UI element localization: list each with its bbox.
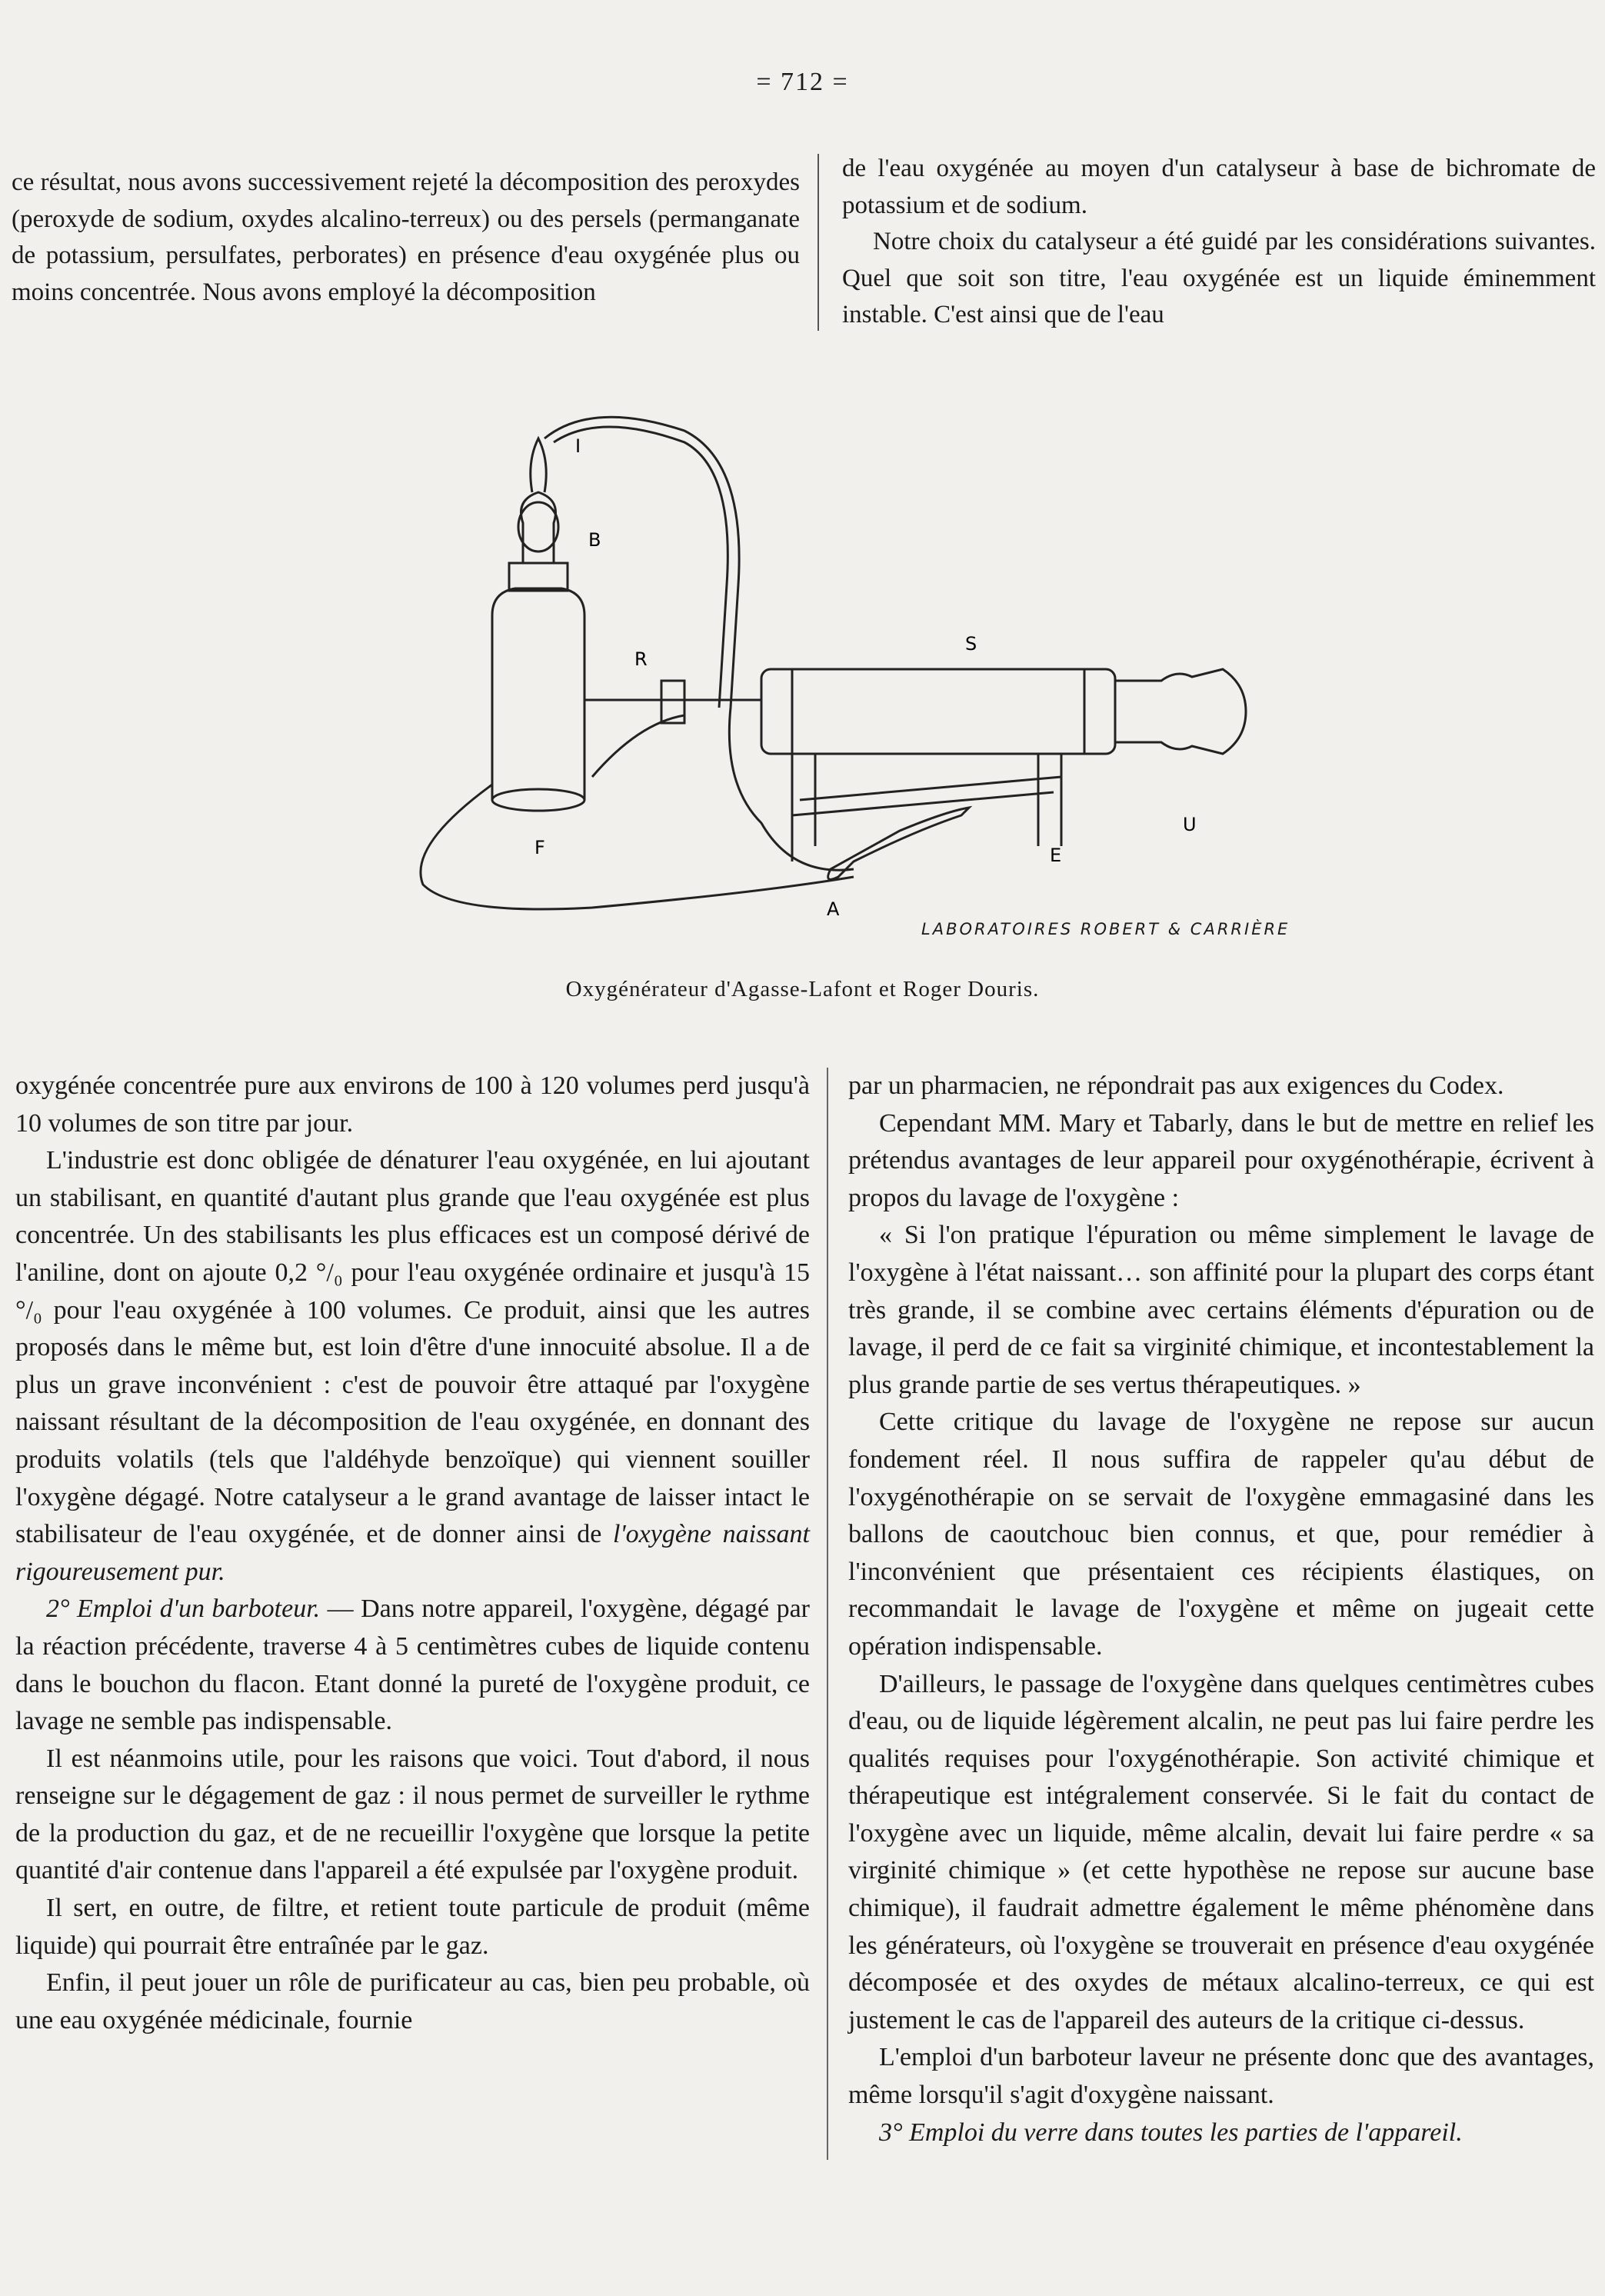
apparatus-figure: [361, 385, 1323, 946]
paragraph: L'emploi d'un barboteur laveur ne présente donc que des avantages, même lorsqu'il s'agit d'oxygène naissant.: [848, 2043, 1594, 2110]
column-divider: [817, 154, 819, 331]
top-right-column: [842, 151, 1596, 334]
paragraph: ce résultat, nous avons successivement rejeté la décomposition des peroxydes (peroxyde de sodium, oxydes alcalino-terreux) ou des persels (permanganate de potassium, persulfates, perborates) en présence d'eau oxygénée plus ou moins concentrée. Nous avons employé la décomposition: [12, 168, 800, 306]
paragraph: Cependant MM. Mary et Tabarly, dans le but de mettre en relief les prétendus avantages de leur appareil pour oxygénothérapie, écrivent à propos du lavage de l'oxygène :: [848, 1108, 1594, 1212]
figure-label: S: [965, 633, 977, 655]
figure-credit: LABORATOIRES ROBERT & CARRIÈRE: [921, 920, 1290, 938]
paragraph-text: L'industrie est donc obligée de dénaturer l'eau oxygénée, en lui ajoutant un stabilisant, en quantité d'autant plus grande que l'eau oxygénée est plus concentrée. Un des stabilisants les plus efficaces est un composé dérivé de l'aniline, dont on ajoute 0,2 °/₀ pour l'eau oxygénée ordinaire et jusqu'à 15 °/₀ pour l'eau oxygénée à 100 volumes. Ce produit, ainsi que les autres proposés dans le même but, est loin d'être d'une innocuité absolue. Il a de plus un grave inconvénient : c'est de pouvoir être attaqué par l'oxygène naissant résultant de la décomposition de l'eau oxygénée, en donnant des produits volatils (tels que l'aldéhyde benzoïque) qui viennent souiller l'oxygène dégagé. Notre catalyseur a le grand avantage de laisser intact le stabilisateur de l'eau oxygénée, et de donner ainsi de: [15, 1146, 810, 1549]
paragraph: Enfin, il peut jouer un rôle de purificateur au cas, bien peu probable, où une eau oxygénée médicinale, fournie: [15, 1968, 810, 2034]
quotation: « Si l'on pratique l'épuration ou même simplement le lavage de l'oxygène à l'état naissant… son affinité pour la plupart des corps étant très grande, il se combine avec certains éléments d'épuration ou de lavage, il perd de ce fait sa virginité chimique, et incontestablement la plus grande partie de ses vertus thérapeutiques. »: [848, 1221, 1594, 1399]
figure-label: R: [634, 648, 648, 670]
paragraph: Il sert, en outre, de filtre, et retient toute particule de produit (même liquide) qui pourrait être entraînée par le gaz.: [15, 1894, 810, 1960]
paragraph: Il est néanmoins utile, pour les raisons que voici. Tout d'abord, il nous renseigne sur le dégagement de gaz : il nous permet de surveiller le rythme de la production du gaz, et de ne recueillir l'oxygène que lorsque la petite quantité d'air contenue dans l'appareil a été expulsée par l'oxygène produit.: [15, 1744, 810, 1885]
section-lead: 2° Emploi d'un barboteur.: [46, 1595, 321, 1624]
column-divider: [827, 1068, 828, 2160]
figure-label: A: [827, 898, 840, 920]
paragraph-text: — Dans notre appareil, l'oxygène, dégagé par la réaction précédente, traverse 4 à 5 centimètres cubes de liquide contenu dans le bouchon du flacon. Etant donné la pureté de l'oxygène produit, ce lavage ne semble pas indispensable.: [15, 1595, 810, 1736]
figure-label: E: [1050, 845, 1062, 866]
figure-label: I: [575, 435, 581, 457]
paragraph: [15, 1591, 810, 1740]
bottom-right-column: [848, 1068, 1594, 2151]
paragraph: D'ailleurs, le passage de l'oxygène dans quelques centimètres cubes d'eau, ou de liquide légèrement alcalin, ne peut pas lui faire perdre les qualités requises pour l'oxygénothérapie. Son activité chimique et thérapeutique est intégralement conservée. Si le fait du contact de l'oxygène avec un liquide, même alcalin, devait lui faire perdre « sa virginité chimique » (et cette hypothèse ne repose sur aucune base chimique), il faudrait admettre également le même phénomène dans les générateurs, où l'oxygène se trouverait en présence d'eau oxygénée décomposée et des oxydes de métaux alcalino-terreux, ce qui est justement le cas de l'appareil des auteurs de la critique ci-dessus.: [848, 1669, 1594, 2034]
figure-caption: Oxygénérateur d'Agasse-Lafont et Roger Douris.: [565, 977, 1040, 1001]
top-left-column: [12, 165, 800, 311]
section-heading: 3° Emploi du verre dans toutes les parties de l'appareil.: [879, 2118, 1463, 2147]
paragraph-italic: l'oxygène naissant rigoureusement pur.: [15, 1520, 811, 1586]
paragraph: Notre choix du catalyseur a été guidé par les considérations suivantes. Quel que soit son titre, l'eau oxygénée est un liquide éminemment instable. C'est ainsi que de l'eau: [842, 228, 1596, 328]
figure-label: B: [588, 529, 601, 551]
paragraph: oxygénée concentrée pure aux environs de 100 à 120 volumes perd jusqu'à 10 volumes de son titre par jour.: [15, 1071, 810, 1138]
paragraph: de l'eau oxygénée au moyen d'un catalyseur à base de bichromate de potassium et de sodium.: [842, 155, 1596, 219]
paragraph: Cette critique du lavage de l'oxygène ne repose sur aucun fondement réel. Il nous suffira de rappeler qu'au début de l'oxygénothérapie on se servait de l'oxygène emmagasiné dans les ballons de caoutchouc bien connus, et que, pour remédier à l'inconvénient que présentaient ces récipients élastiques, on recommandait le lavage de l'oxygène et même on jugeait cette opération indispensable.: [848, 1408, 1594, 1661]
page-number: = 712 =: [756, 68, 849, 96]
paragraph: par un pharmacien, ne répondrait pas aux exigences du Codex.: [848, 1071, 1504, 1100]
paragraph: [15, 1142, 810, 1591]
bottom-left-column: [15, 1068, 810, 2039]
figure-label: F: [534, 837, 545, 858]
figure-label: U: [1183, 814, 1197, 835]
